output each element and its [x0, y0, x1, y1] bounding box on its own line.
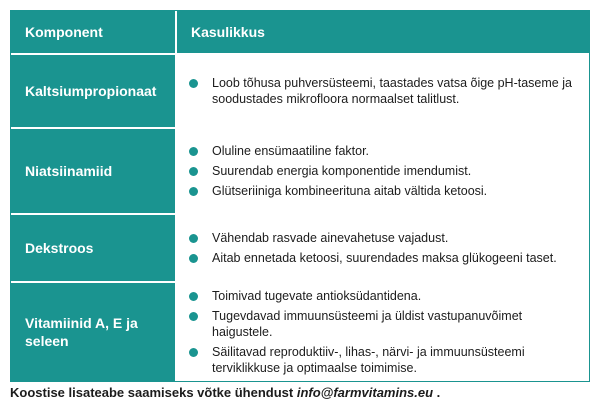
- list-item: Suurendab energia komponentide imendumist.: [189, 163, 589, 179]
- header-component: Komponent: [11, 11, 177, 53]
- component-name: Dekstroos: [11, 215, 177, 281]
- table-row: [11, 215, 589, 283]
- bullet-icon: [189, 234, 198, 243]
- list-item: Tugevdavad immuunsüsteemi ja üldist vastupanuvõimet haigustele.: [189, 308, 589, 340]
- table-row: [11, 283, 589, 381]
- email-link[interactable]: info@farmvitamins.eu: [296, 385, 434, 400]
- bullet-icon: [189, 147, 198, 156]
- list-item: Oluline ensümaatiline faktor.: [189, 143, 589, 159]
- component-name: Vitamiinid A, E ja seleen: [11, 283, 177, 381]
- composition-table: [10, 10, 590, 382]
- table-row: [11, 55, 589, 129]
- list-item: Loob tõhusa puhversüsteemi, taastades vatsa õige pH-taseme ja soodustades mikrofloora normaalset talitlust.: [189, 75, 589, 107]
- contact-footer: [10, 385, 440, 400]
- benefit-list: [177, 215, 589, 281]
- bullet-icon: [189, 292, 198, 301]
- list-item: Vähendab rasvade ainevahetuse vajadust.: [189, 230, 589, 246]
- bullet-icon: [189, 187, 198, 196]
- benefit-list: [177, 129, 589, 213]
- footer-end: .: [433, 385, 441, 400]
- footer-text: Koostise lisateabe saamiseks võtke ühendust: [10, 385, 297, 400]
- benefit-list: [177, 55, 589, 127]
- bullet-icon: [189, 254, 198, 263]
- list-item: Glütseriiniga kombineerituna aitab vältida ketoosi.: [189, 183, 589, 199]
- bullet-icon: [189, 79, 198, 88]
- bullet-icon: [189, 348, 198, 357]
- component-name: Kaltsiumpropionaat: [11, 55, 177, 127]
- bullet-icon: [189, 167, 198, 176]
- bullet-icon: [189, 312, 198, 321]
- component-name: Niatsiinamiid: [11, 129, 177, 213]
- list-item: Säilitavad reproduktiiv-, lihas-, närvi- ja immuunsüsteemi terviklikkuse ja optimaalse toimimise.: [189, 344, 589, 376]
- table-row: [11, 129, 589, 215]
- benefit-list: [177, 283, 589, 381]
- list-item: Aitab ennetada ketoosi, suurendades maksa glükogeeni taset.: [189, 250, 589, 266]
- table-header-row: [11, 11, 589, 55]
- header-benefit: Kasulikkus: [177, 11, 589, 53]
- list-item: Toimivad tugevate antioksüdantidena.: [189, 288, 589, 304]
